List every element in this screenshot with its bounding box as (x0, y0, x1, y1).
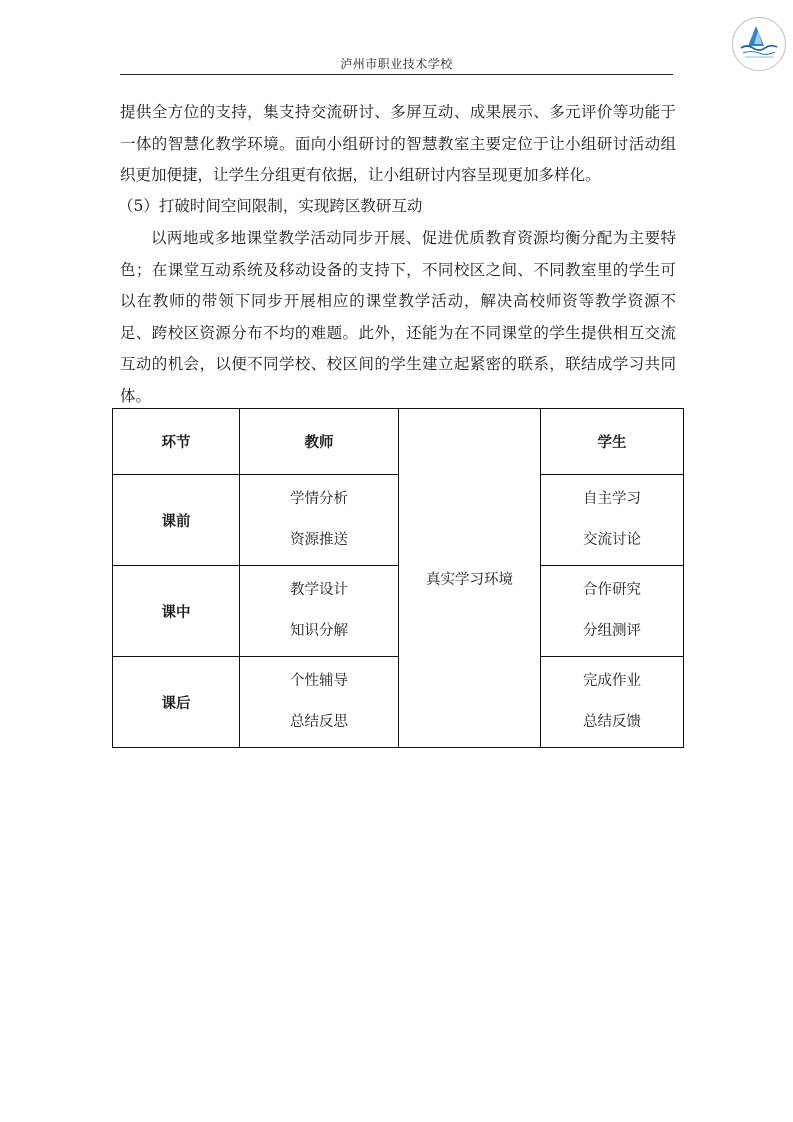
student-activity: 完成作业 (583, 673, 641, 689)
header-divider (120, 74, 673, 75)
teacher-activity: 资源推送 (290, 532, 348, 548)
student-activity: 总结反馈 (583, 714, 641, 730)
student-activity: 交流讨论 (583, 532, 641, 548)
table-row (113, 657, 684, 748)
stage-cell: 课前 (113, 475, 240, 566)
body-paragraph: 提供全方位的支持，集支持交流研讨、多屏互动、成果展示、多元评价等功能于一体的智慧化教学环境。面向小组研讨的智慧教室主要定位于让小组研讨活动组织更加便捷，让学生分组更有依据，让小组研讨内容呈现更加多样化。 (120, 103, 676, 184)
teacher-activity: 学情分析 (290, 491, 348, 507)
body-paragraph: 以两地或多地课堂教学活动同步开展、促进优质教育资源均衡分配为主要特色；在课堂互动系统及移动设备的支持下，不同校区之间、不同教室里的学生可以在教师的带领下同步开展相应的课堂教学活动，解决高校师资等教学资源不足、跨校区资源分布不均的难题。此外，还能为在不同课堂的学生提供相互交流互动的机会，以便不同学校、校区间的学生建立起紧密的联系，联结成学习共同体。 (120, 229, 676, 405)
table-row (113, 475, 684, 566)
header-stage-cell: 环节 (113, 409, 240, 475)
stage-cell: 课中 (113, 566, 240, 657)
header-teacher-cell: 教师 (240, 409, 399, 475)
teacher-activity: 个性辅导 (290, 673, 348, 689)
student-activity: 合作研究 (583, 582, 641, 598)
teacher-activity: 知识分解 (290, 623, 348, 639)
table-row (113, 566, 684, 657)
header-school-name: 泸州市职业技术学校 (340, 57, 453, 71)
section-heading: （5）打破时间空间限制，实现跨区教研互动 (118, 197, 423, 215)
teacher-cell (240, 475, 399, 566)
student-activity: 分组测评 (583, 623, 641, 639)
teaching-process-table (112, 408, 684, 748)
teacher-activity: 教学设计 (290, 582, 348, 598)
stage-cell: 课后 (113, 657, 240, 748)
teacher-activity: 总结反思 (290, 714, 348, 730)
teacher-cell (240, 657, 399, 748)
header-student-cell: 学生 (541, 409, 684, 475)
teacher-cell (240, 566, 399, 657)
student-activity: 自主学习 (583, 491, 641, 507)
center-environment-cell: 真实学习环境 (399, 409, 541, 748)
student-cell (541, 475, 684, 566)
table-header-row (113, 409, 684, 475)
student-cell (541, 657, 684, 748)
student-cell (541, 566, 684, 657)
